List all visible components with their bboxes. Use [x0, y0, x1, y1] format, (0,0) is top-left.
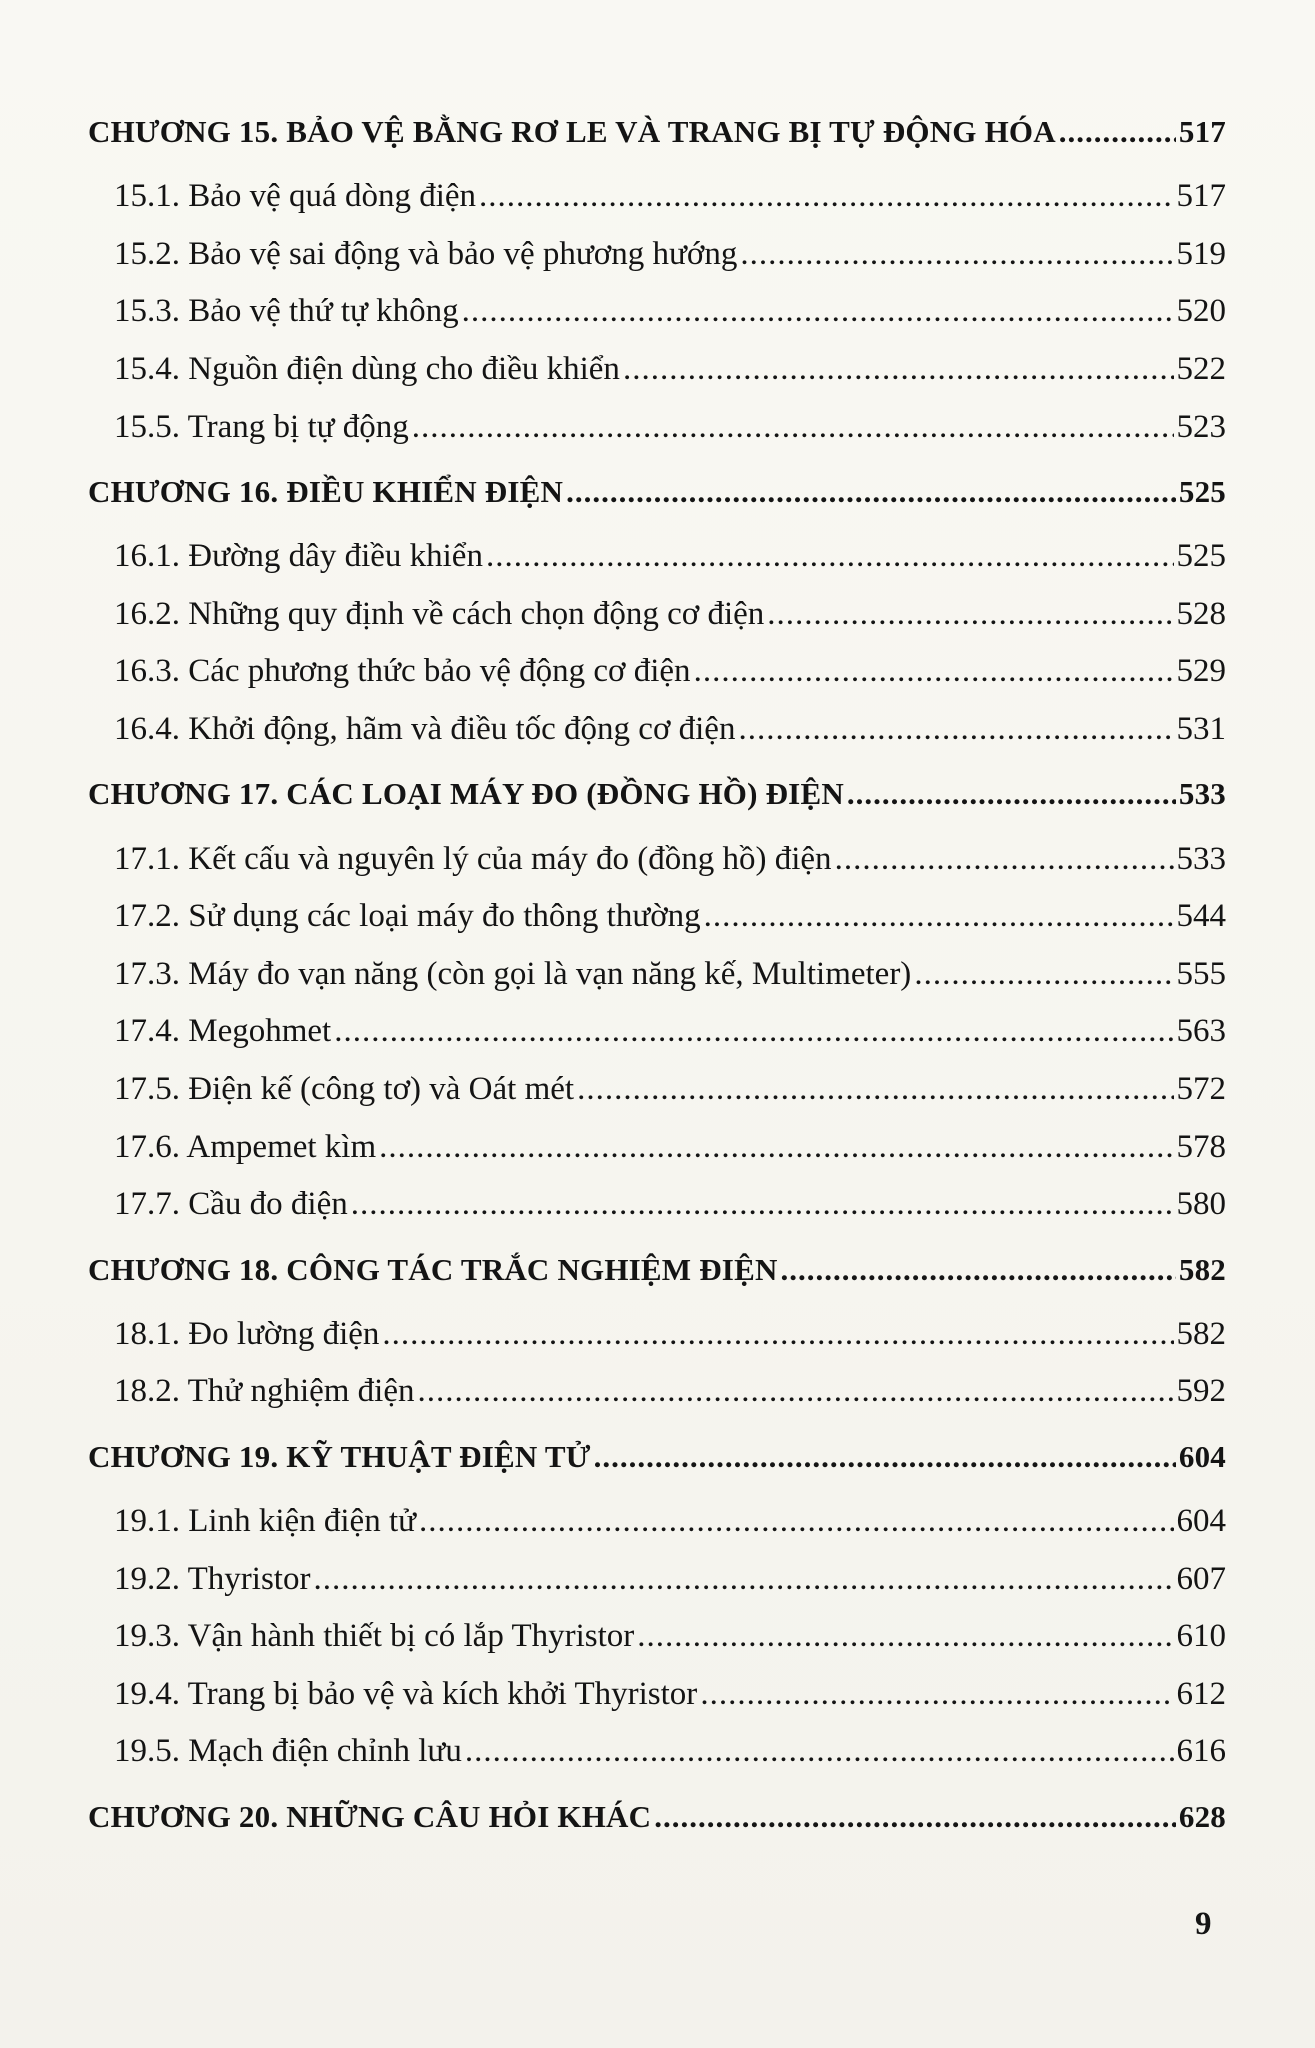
section-title: 19.2. Thyristor	[114, 1560, 311, 1597]
section-title: 19.4. Trang bị bảo vệ và kích khởi Thyristor	[114, 1675, 698, 1712]
section-title: 17.7. Cầu đo điện	[114, 1186, 348, 1223]
toc-section-entry	[88, 1665, 1226, 1723]
toc-page-number: 533	[1176, 840, 1226, 877]
toc-chapter-entry	[88, 96, 1226, 168]
toc-section-entry	[88, 643, 1226, 701]
dot-leader	[382, 1316, 1173, 1353]
chapter-title: CHƯƠNG 16. ĐIỀU KHIỂN ĐIỆN	[88, 473, 564, 509]
toc-page-number: 592	[1176, 1373, 1226, 1410]
dot-leader	[419, 1503, 1173, 1540]
section-title: 17.1. Kết cấu và nguyên lý của máy đo (đồng hồ) điện	[114, 840, 832, 877]
toc-chapter-entry	[88, 1781, 1226, 1853]
dot-leader	[486, 538, 1174, 575]
toc-section-entry	[88, 586, 1226, 644]
chapter-title: CHƯƠNG 17. CÁC LOẠI MÁY ĐO (ĐỒNG HỒ) ĐIỆN	[88, 776, 844, 812]
toc-section-entry	[88, 701, 1226, 759]
toc-section-entry	[88, 168, 1226, 226]
toc-section-entry	[88, 226, 1226, 284]
toc-section-entry	[88, 1723, 1226, 1781]
toc-section-entry	[88, 1061, 1226, 1119]
section-title: 18.1. Đo lường điện	[114, 1315, 380, 1352]
section-title: 15.4. Nguồn điện dùng cho điều khiển	[114, 351, 620, 388]
toc-page-number: 604	[1178, 1438, 1226, 1474]
dot-leader	[704, 898, 1174, 935]
section-title: 15.3. Bảo vệ thứ tự không	[114, 293, 459, 330]
toc-chapter-entry	[88, 456, 1226, 528]
toc-page-number: 522	[1176, 351, 1226, 388]
dot-leader	[351, 1186, 1174, 1223]
toc-section-entry	[88, 1003, 1226, 1061]
toc-section-entry	[88, 888, 1226, 946]
dot-leader	[379, 1129, 1173, 1166]
toc-page-number: 517	[1178, 114, 1226, 149]
section-title: 16.1. Đường dây điều khiển	[114, 538, 483, 575]
toc-section-entry	[88, 1176, 1226, 1234]
toc-section-entry	[88, 1306, 1226, 1364]
chapter-title: CHƯƠNG 18. CÔNG TÁC TRẮC NGHIỆM ĐIỆN	[88, 1251, 778, 1287]
section-title: 17.6. Ampemet kìm	[114, 1128, 377, 1165]
dot-leader	[418, 1373, 1174, 1410]
dot-leader	[738, 711, 1173, 748]
toc-page-number: 523	[1176, 408, 1226, 445]
chapter-title: CHƯƠNG 15. BẢO VỆ BẰNG RƠ LE VÀ TRANG BỊ TỰ ĐỘNG HÓA	[88, 114, 1056, 149]
section-title: 17.3. Máy đo vạn năng (còn gọi là vạn năng kế, Multimeter)	[114, 955, 912, 992]
toc-page-number: 531	[1176, 711, 1226, 748]
toc-page-number: 578	[1176, 1128, 1226, 1165]
dot-leader	[462, 293, 1174, 330]
toc-page-number: 582	[1178, 1251, 1226, 1287]
toc-section-entry	[88, 946, 1226, 1004]
section-title: 15.5. Trang bị tự động	[114, 408, 409, 445]
dot-leader	[577, 1071, 1173, 1108]
dot-leader	[767, 596, 1173, 633]
toc-page-number: 607	[1176, 1560, 1226, 1597]
toc-page-number: 628	[1178, 1798, 1226, 1834]
dot-leader	[594, 1439, 1176, 1475]
toc-page-number: 520	[1176, 293, 1226, 330]
dot-leader	[694, 653, 1174, 690]
section-title: 16.2. Những quy định về cách chọn động cơ điện	[114, 595, 765, 632]
toc-section-entry	[88, 1493, 1226, 1551]
toc-page-number: 604	[1176, 1502, 1226, 1539]
toc-page-number: 580	[1176, 1186, 1226, 1223]
section-title: 19.1. Linh kiện điện tử	[114, 1502, 417, 1539]
dot-leader	[740, 236, 1173, 273]
toc-page-number: 610	[1176, 1618, 1226, 1655]
dot-leader	[623, 351, 1174, 388]
dot-leader	[479, 178, 1173, 215]
section-title: 17.5. Điện kế (công tơ) và Oát mét	[114, 1071, 575, 1108]
toc-page-number: 544	[1176, 898, 1226, 935]
toc-page-number: 612	[1176, 1675, 1226, 1712]
toc-page-number: 572	[1176, 1071, 1226, 1108]
dot-leader	[1059, 114, 1176, 150]
toc-page-number: 525	[1178, 473, 1226, 509]
toc-page-number: 525	[1176, 538, 1226, 575]
toc-page-number: 528	[1176, 595, 1226, 632]
toc-page-number: 519	[1176, 235, 1226, 272]
section-title: 15.1. Bảo vệ quá dòng điện	[114, 178, 477, 215]
toc-section-entry	[88, 1363, 1226, 1421]
toc-page-number: 555	[1176, 955, 1226, 992]
toc-section-entry	[88, 398, 1226, 456]
dot-leader	[313, 1561, 1173, 1598]
section-title: 19.3. Vận hành thiết bị có lắp Thyristor	[114, 1618, 635, 1655]
section-title: 16.3. Các phương thức bảo vệ động cơ điện	[114, 653, 691, 690]
dot-leader	[412, 409, 1174, 446]
dot-leader	[847, 776, 1176, 812]
toc-section-entry	[88, 1118, 1226, 1176]
section-title: 17.2. Sử dụng các loại máy đo thông thường	[114, 898, 701, 935]
toc-page-number: 563	[1176, 1013, 1226, 1050]
section-title: 18.2. Thử nghiệm điện	[114, 1373, 415, 1410]
dot-leader	[465, 1733, 1174, 1770]
chapter-title: CHƯƠNG 19. KỸ THUẬT ĐIỆN TỬ	[88, 1438, 591, 1474]
dot-leader	[835, 841, 1174, 878]
toc-section-entry	[88, 283, 1226, 341]
toc-page-number: 582	[1176, 1315, 1226, 1352]
dot-leader	[334, 1013, 1173, 1050]
toc-page-number: 529	[1176, 653, 1226, 690]
toc-section-entry	[88, 528, 1226, 586]
dot-leader	[781, 1252, 1176, 1288]
section-title: 19.5. Mạch điện chỉnh lưu	[114, 1733, 462, 1770]
dot-leader	[566, 474, 1176, 510]
toc-section-entry	[88, 1608, 1226, 1666]
chapter-title: CHƯƠNG 20. NHỮNG CÂU HỎI KHÁC	[88, 1798, 652, 1834]
section-title: 16.4. Khởi động, hãm và điều tốc động cơ điện	[114, 711, 736, 748]
toc-chapter-entry	[88, 1421, 1226, 1493]
toc-chapter-entry	[88, 758, 1226, 830]
page-number: 9	[1195, 1906, 1212, 1942]
section-title: 15.2. Bảo vệ sai động và bảo vệ phương hướng	[114, 235, 738, 272]
toc-section-entry	[88, 1550, 1226, 1608]
toc-chapter-entry	[88, 1234, 1226, 1306]
section-title: 17.4. Megohmet	[114, 1013, 332, 1050]
toc-page-number: 616	[1176, 1733, 1226, 1770]
toc-page-number: 533	[1178, 776, 1226, 812]
toc-section-entry	[88, 341, 1226, 399]
dot-leader	[700, 1676, 1173, 1713]
dot-leader	[654, 1799, 1176, 1835]
toc-section-entry	[88, 830, 1226, 888]
table-of-contents	[88, 96, 1226, 1853]
dot-leader	[637, 1618, 1173, 1655]
dot-leader	[914, 956, 1173, 993]
toc-page-number: 517	[1176, 178, 1226, 215]
